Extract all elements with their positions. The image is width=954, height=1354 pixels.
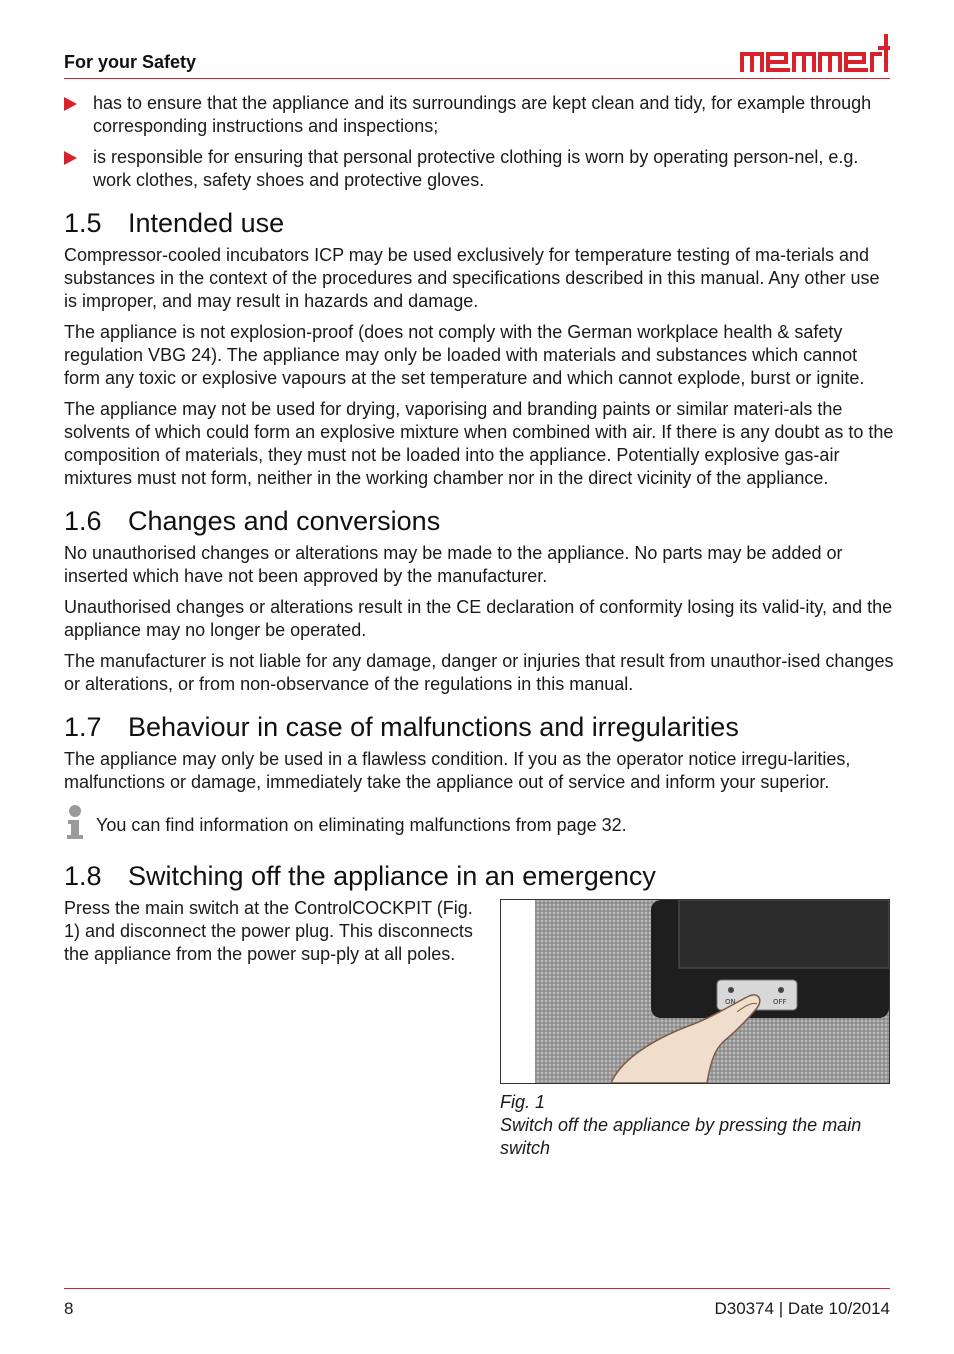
arrow-icon bbox=[64, 97, 77, 111]
paragraph: Compressor-cooled incubators ICP may be used exclusively for temperature testing of ma-terials and substances in the context of the procedures and specifications described in this manual. Any other use is improper, and may result in hazards and damage. bbox=[64, 245, 880, 311]
memmert-logo bbox=[738, 34, 890, 74]
paragraph: Press the main switch at the ControlCOCKPIT (Fig. 1) and disconnect the power plug. This disconnects the appliance from the power sup-ply at all poles. bbox=[64, 898, 473, 964]
info-text: You can find information on eliminating malfunctions from page 32. bbox=[96, 815, 627, 835]
section-number: 1.8 bbox=[64, 861, 102, 891]
switch-on-label: ON bbox=[725, 998, 736, 1006]
page-number: 8 bbox=[64, 1299, 74, 1318]
figure-caption-text: Switch off the appliance by pressing the main switch bbox=[500, 1115, 862, 1158]
bullet-text: is responsible for ensuring that personal protective clothing is worn by operating person-nel, e.g. work clothes, safety shoes and protective gloves. bbox=[93, 147, 859, 190]
bullet-item bbox=[64, 146, 894, 192]
section-title: Behaviour in case of malfunctions and irregularities bbox=[128, 712, 739, 742]
figure-label: Fig. 1 bbox=[500, 1092, 546, 1112]
figure-switch-photo bbox=[500, 899, 890, 1084]
emergency-text bbox=[64, 897, 484, 974]
document-reference: D30374 | Date 10/2014 bbox=[714, 1299, 890, 1318]
emergency-section bbox=[64, 897, 894, 1167]
figure-caption bbox=[500, 1091, 880, 1160]
info-icon bbox=[64, 804, 86, 840]
page-content bbox=[64, 92, 894, 1167]
section-label: For your Safety bbox=[64, 52, 197, 72]
section-heading-changes bbox=[64, 504, 894, 538]
bullet-text: has to ensure that the appliance and its surroundings are kept clean and tidy, for example through corresponding instructions and inspections; bbox=[93, 93, 872, 136]
section-heading-emergency bbox=[64, 859, 894, 893]
paragraph: The appliance may not be used for drying, vaporising and branding paints or similar materi-als the solvents of which could form an explosive mixture when combined with air. If there is any doubt as to the composition of materials, they must not be loaded into the appliance. Potentially explosive gas-air mixtures must not form, neither in the working chamber nor in the direct vicinity of the appliance. bbox=[64, 399, 894, 488]
info-note bbox=[64, 804, 894, 845]
paragraph: The appliance may only be used in a flawless condition. If you as the operator notice irregu-larities, malfunctions or damage, immediately take the appliance out of service and inform your superior. bbox=[64, 749, 851, 792]
section-number: 1.7 bbox=[64, 712, 102, 742]
section-heading-malfunctions bbox=[64, 710, 894, 744]
paragraph: The appliance is not explosion-proof (does not comply with the German workplace health & safety regulation VBG 24). The appliance may only be loaded with materials and substances which cannot form any toxic or explosive vapours at the set temperature and which cannot explode, burst or ignite. bbox=[64, 322, 865, 388]
page-header bbox=[64, 34, 890, 79]
section-title: Switching off the appliance in an emergency bbox=[128, 861, 656, 891]
arrow-icon bbox=[64, 151, 77, 165]
switch-off-label: OFF bbox=[773, 998, 787, 1006]
section-title: Changes and conversions bbox=[128, 506, 441, 536]
section-title: Intended use bbox=[128, 208, 285, 238]
section-heading-intended-use bbox=[64, 206, 894, 240]
paragraph: Unauthorised changes or alterations result in the CE declaration of conformity losing its valid-ity, and the appliance may no longer be operated. bbox=[64, 597, 893, 640]
page-footer bbox=[64, 1288, 890, 1318]
bullet-item bbox=[64, 92, 894, 138]
paragraph: No unauthorised changes or alterations may be made to the appliance. No parts may be added or inserted which have not been approved by the manufacturer. bbox=[64, 543, 843, 586]
paragraph: The manufacturer is not liable for any damage, danger or injuries that result from unauthor-ised changes or alterations, or from non-observance of the regulations in this manual. bbox=[64, 651, 894, 694]
section-number: 1.5 bbox=[64, 208, 102, 238]
section-number: 1.6 bbox=[64, 506, 102, 536]
control-cockpit-illustration bbox=[501, 900, 889, 1083]
